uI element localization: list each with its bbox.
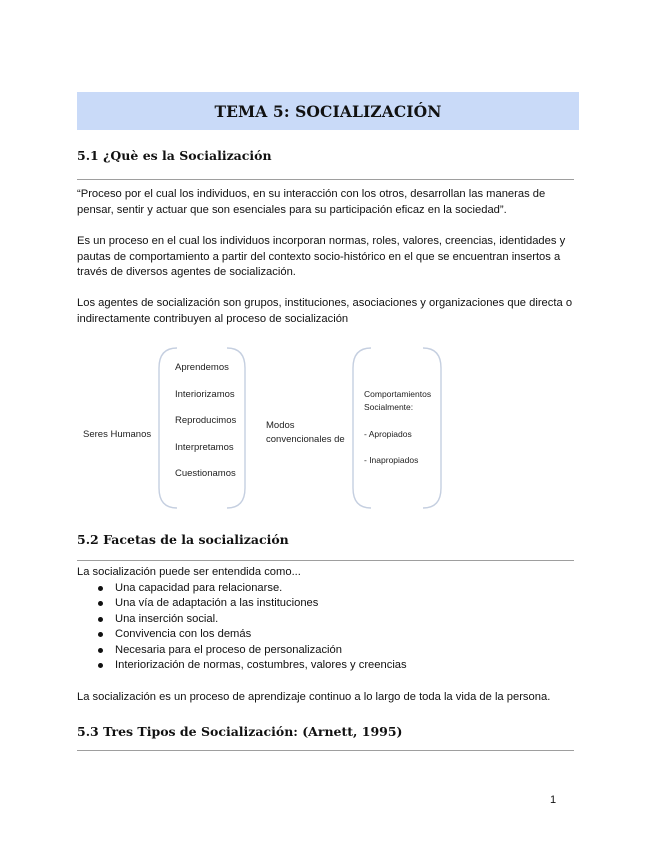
section-heading-5-3: 5.3 Tres Tipos de Socialización: (Arnett, 1995) <box>77 724 403 739</box>
socialization-diagram <box>75 342 455 514</box>
diagram-verb: Reproducimos <box>175 415 237 426</box>
diagram-verb: Aprendemos <box>175 362 229 373</box>
diagram-right-item: - Inapropiados <box>364 455 419 465</box>
diagram-right-title: Comportamientos <box>364 389 432 399</box>
paragraph-process: Es un proceso en el cual los individuos incorporan normas, roles, valores, creencias, identidades y pautas de comportamiento a partir del contexto socio-histórico en el que se encuentran insertos a través de diversos agentes de socialización. <box>77 235 566 278</box>
definition-quote: “Proceso por el cual los individuos, en su interacción con los otros, desarrollan las maneras de pensar, sentir y actuar que son esenciales para su participación eficaz en la sociedad”. <box>77 188 546 216</box>
facets-list <box>77 581 577 674</box>
list-item: Convivencia con los demás <box>77 627 577 643</box>
facets-intro: La socialización puede ser entendida como... <box>77 566 301 578</box>
diagram-verb: Cuestionamos <box>175 468 236 479</box>
list-item: Interiorización de normas, costumbres, valores y creencias <box>77 658 577 674</box>
list-item: Una capacidad para relacionarse. <box>77 581 577 597</box>
section-divider <box>77 560 574 561</box>
diagram-middle-label: Modos <box>266 420 295 431</box>
behaviors-bracket-right <box>423 348 441 508</box>
list-item: Una vía de adaptación a las instituciones <box>77 596 577 612</box>
section-heading-5-2: 5.2 Facetas de la socialización <box>77 532 289 547</box>
page-number: 1 <box>550 794 557 806</box>
diagram-verb: Interiorizamos <box>175 389 235 400</box>
paragraph-closing: La socialización es un proceso de aprendizaje continuo a lo largo de toda la vida de la persona. <box>77 691 551 703</box>
diagram-middle-label: convencionales de <box>266 434 345 445</box>
section-divider <box>77 750 574 751</box>
page-title: TEMA 5: SOCIALIZACIÓN <box>214 101 442 121</box>
paragraph-agents: Los agentes de socialización son grupos, instituciones, asociaciones y organizaciones que directa o indirectamente contribuyen al proceso de socialización <box>77 297 573 325</box>
diagram-right-title: Socialmente: <box>364 402 414 412</box>
facets-block <box>77 565 577 674</box>
diagram-verb: Interpretamos <box>175 442 234 453</box>
verbs-bracket-right <box>227 348 245 508</box>
diagram-left-label: Seres Humanos <box>83 429 152 440</box>
section-divider <box>77 179 574 180</box>
list-item: Necesaria para el proceso de personalización <box>77 643 577 659</box>
section-heading-5-1: 5.1 ¿Què es la Socialización <box>77 148 272 163</box>
diagram-right-item: - Apropiados <box>364 429 412 439</box>
list-item: Una inserción social. <box>77 612 577 628</box>
title-band <box>77 92 579 130</box>
